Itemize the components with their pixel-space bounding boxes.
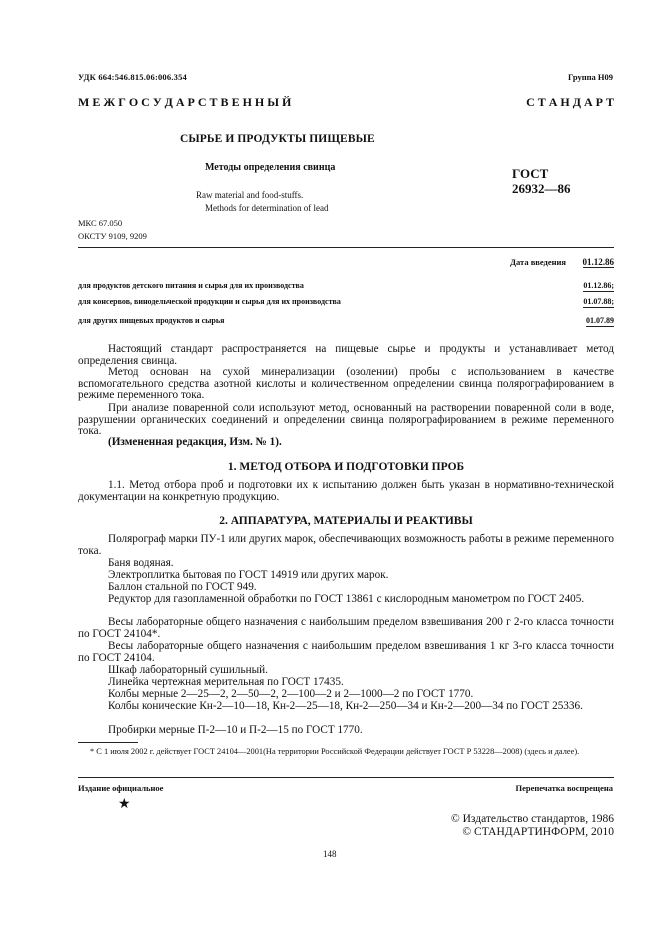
equipment-item: Баня водяная. (108, 557, 174, 569)
amendment-note: (Измененная редакция, Изм. № 1). (108, 436, 282, 448)
footer-separator-line (78, 777, 614, 778)
equipment-item: Весы лабораторные общего назначения с наибольшим пределом взвешивания 1 кг 3-го класса точности по ГОСТ 24104. (78, 640, 614, 664)
reprint-prohibited-label: Перепечатка воспрещена (515, 783, 613, 793)
footnote-separator (78, 742, 138, 743)
intro-row (78, 316, 614, 330)
method-paragraph: Метод основан на сухой минерализации (озолении) пробы с использованием в качестве вспомогательного средства азотной кислоты и количественном определении свинца полярографированием в режиме переменного тока. (78, 366, 614, 401)
intro-row-date: 01.12.86; (583, 281, 614, 290)
intro-row (78, 297, 614, 311)
equipment-item: Весы лабораторные общего назначения с наибольшим пределом взвешивания 200 г 2-го класса точности по ГОСТ 24104*. (78, 616, 614, 640)
intro-row-text: для других пищевых продуктов и сырья (78, 316, 225, 325)
banner-word-standard: С Т А Н Д А Р Т (526, 95, 614, 109)
section-heading-2: 2. АППАРАТУРА, МАТЕРИАЛЫ И РЕАКТИВЫ (219, 515, 473, 527)
udk-code: УДК 664:546.815.06:006.354 (78, 72, 188, 82)
banner-word-interstate: М Е Ж Г О С У Д А Р С Т В Е Н Н Ы Й (78, 95, 292, 109)
intro-paragraph: Настоящий стандарт распространяется на пищевые сырье и продукты и устанавливает метод определения свинца. (78, 343, 614, 367)
mks-code: МКС 67.050 (78, 218, 123, 228)
intro-row-date: 01.07.89 (586, 316, 614, 325)
intro-row-text: для продуктов детского питания и сырья для их производства (78, 281, 304, 290)
equipment-item: Колбы мерные 2—25—2, 2—50—2, 2—100—2 и 2—1000—2 по ГОСТ 1770. (108, 688, 474, 700)
page-number: 148 (323, 849, 337, 859)
equipment-item: Полярограф марки ПУ-1 или других марок, обеспечивающих возможность работы в режиме переменного тока. (78, 533, 614, 557)
equipment-item: Шкаф лабораторный сушильный. (108, 664, 268, 676)
equipment-item: Электроплитка бытовая по ГОСТ 14919 или других марок. (108, 569, 389, 581)
equipment-item: Редуктор для газопламенной обработки по ГОСТ 13861 с кислородным манометром по ГОСТ 2405. (108, 593, 585, 605)
separator-line (78, 247, 614, 248)
intro-row-text: для консервов, винодельческой продукции и сырья для их производства (78, 297, 341, 306)
group-code: Группа Н09 (567, 72, 613, 82)
equipment-item: Баллон стальной по ГОСТ 949. (108, 581, 257, 593)
gost-number: 26932—86 (512, 181, 571, 196)
intro-row-date: 01.07.88; (583, 297, 614, 306)
gost-label: ГОСТ (512, 166, 549, 181)
equipment-item: Колбы конические Кн-2—10—18, Кн-2—25—18, Кн-2—250—34 и Кн-2—200—34 по ГОСТ 25336. (108, 700, 583, 712)
english-title-line1: Raw material and food-stuffs. (196, 190, 304, 200)
okstu-code: ОКСТУ 9109, 9209 (78, 231, 147, 241)
equipment-item: Пробирки мерные П-2—10 и П-2—15 по ГОСТ 1770. (108, 724, 363, 736)
interstate-standard-banner (78, 95, 614, 110)
section1-paragraph: 1.1. Метод отбора проб и подготовки их к испытанию должен быть указан в нормативно-технической документации на конкретную продукцию. (78, 479, 614, 503)
official-edition-label: Издание официальное (78, 783, 164, 793)
section-heading-1: 1. МЕТОД ОТБОРА И ПОДГОТОВКИ ПРОБ (227, 461, 465, 473)
copyright-line-2: © СТАНДАРТИНФОРМ, 2010 (462, 826, 614, 838)
star-icon: ★ (118, 797, 131, 812)
english-title-line2: Methods for determination of lead (205, 203, 329, 213)
introduction-date-label: Дата введения (510, 257, 566, 267)
introduction-date: 01.12.86 (582, 257, 614, 267)
copyright-line-1: © Издательство стандартов, 1986 (450, 813, 614, 825)
equipment-item: Линейка чертежная мерительная по ГОСТ 17435. (108, 676, 344, 688)
document-title: СЫРЬЕ И ПРОДУКТЫ ПИЩЕВЫЕ (180, 133, 375, 145)
intro-row (78, 281, 614, 295)
document-subtitle: Методы определения свинца (205, 162, 336, 173)
footnote: * С 1 июля 2002 г. действует ГОСТ 24104—2001(На территории Российской Федерации действует ГОСТ Р 53228—2008) (здесь и далее). (90, 747, 580, 756)
salt-paragraph: При анализе поваренной соли используют метод, основанный на растворении поваренной соли в воде, разрушении органических соединений и определении свинца полярографированием в режиме переменного тока. (78, 402, 614, 437)
